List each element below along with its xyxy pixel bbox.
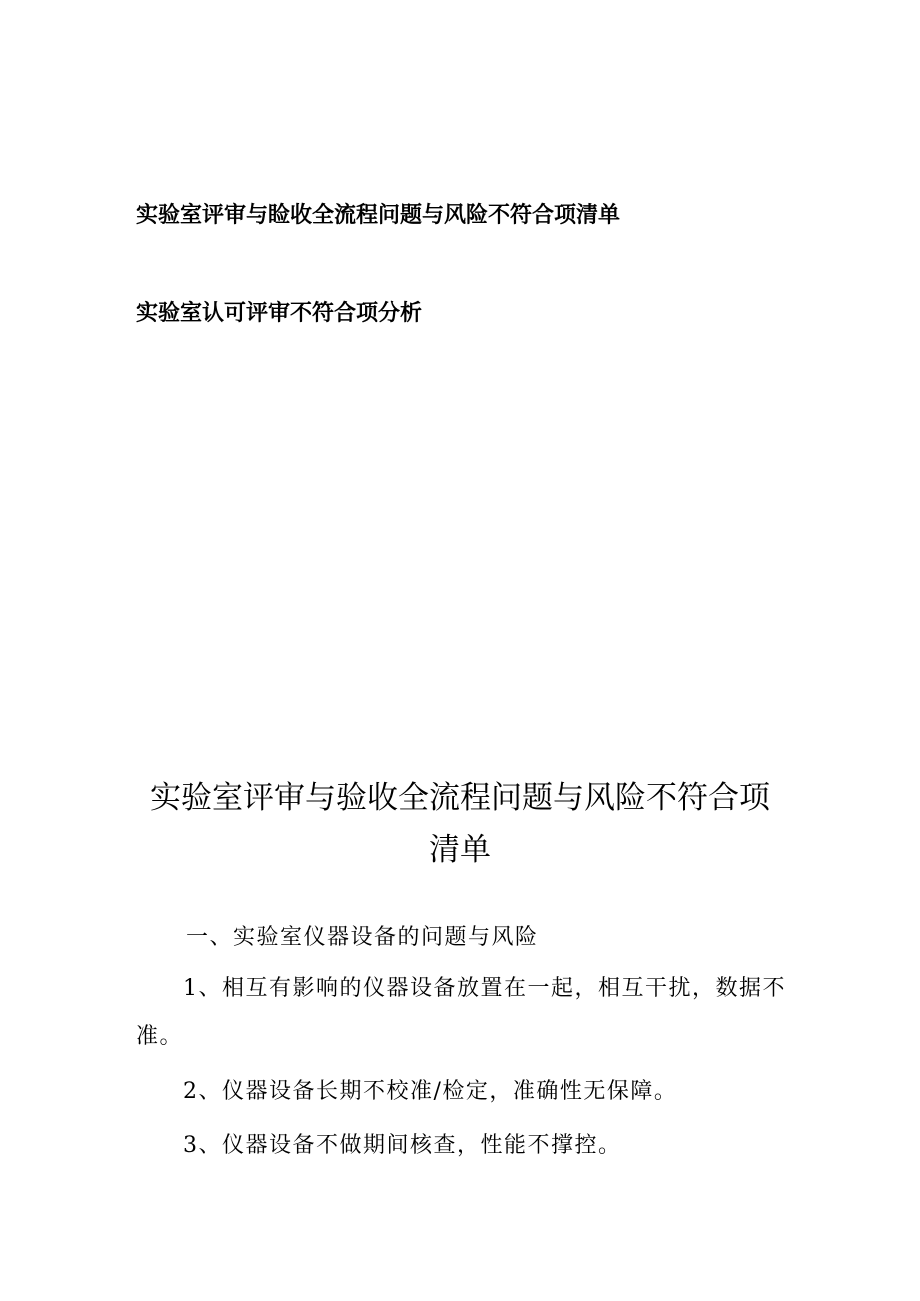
list-item-3: 3、仪器设备不做期间核查，性能不撑控。 — [183, 1133, 622, 1158]
list-item-1-continuation: 准。 — [136, 1024, 184, 1049]
document-title-line-2: 清单 — [429, 832, 491, 868]
document-title-line-1: 实验室评审与验收全流程问题与风险不符合项 — [150, 780, 770, 816]
toc-line-2: 实验室认可评审不符合项分析 — [136, 301, 423, 326]
list-item-2: 2、仪器设备长期不校准/检定，准确性无保障。 — [183, 1079, 678, 1104]
list-item-1: 1、相互有影响的仪器设备放置在一起，相互干扰，数据不 — [183, 976, 786, 1001]
toc-line-1: 实验室评审与睑收全流程问题与风险不符合项清单 — [136, 203, 621, 228]
document-title — [120, 772, 800, 876]
section-heading: 一、实验室仪器设备的问题与风险 — [186, 925, 539, 950]
